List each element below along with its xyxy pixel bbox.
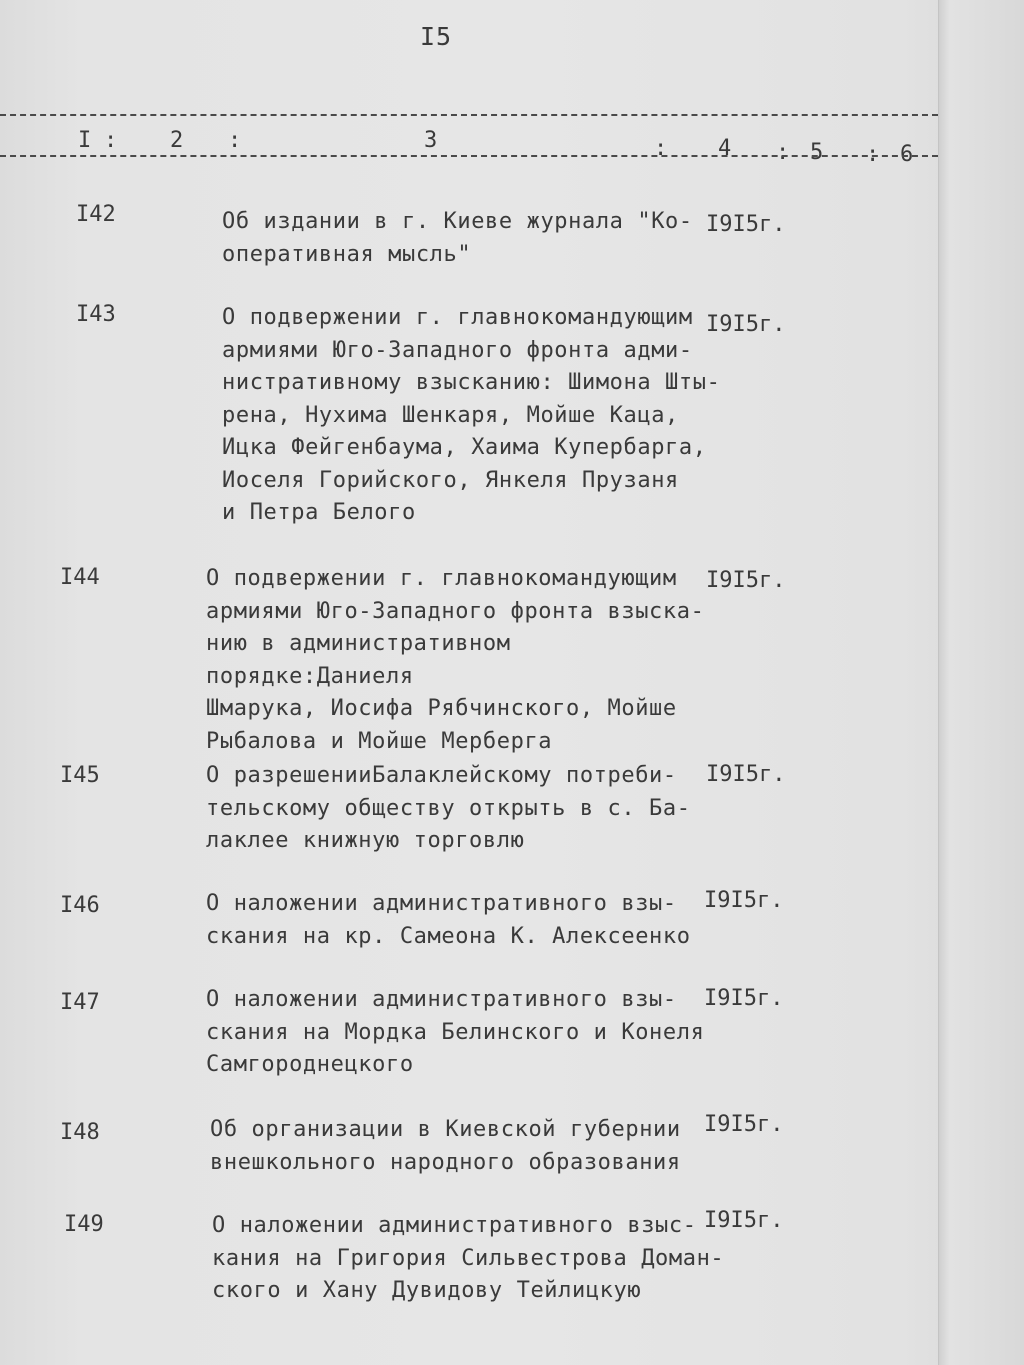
entry-description: О подвержении г. главнокомандующим армиями Юго-Западного фронта адми- нистративному взысканию: Шимона Шты- рена, Нухима Шенкаря, Мойше Каца, Ицка Фейгенбаума, Хаима Купербарга, Иоселя Горийского, Янкеля Прузаня и Петра Белого <box>222 305 721 525</box>
entry-year: I9I5г. <box>706 212 786 237</box>
top-dashed-rule <box>0 114 938 116</box>
page-number: I5 <box>420 22 453 51</box>
column-separator: : <box>654 136 668 161</box>
entry-number: I48 <box>60 1120 100 1145</box>
entry-year: I9I5г. <box>706 312 786 337</box>
entry-year: I9I5г. <box>704 1208 784 1233</box>
column-header-6: 6 <box>900 142 914 167</box>
column-header-4: 4 <box>718 136 732 161</box>
entry-number: I46 <box>60 893 100 918</box>
entry-year: I9I5г. <box>706 568 786 593</box>
entry-number: I42 <box>76 202 116 227</box>
header-dashed-rule <box>0 155 938 157</box>
entry-number: I45 <box>60 763 100 788</box>
entry-year: I9I5г. <box>704 1112 784 1137</box>
entry-year: I9I5г. <box>704 888 784 913</box>
entry-year: I9I5г. <box>704 986 784 1011</box>
entry-description: О наложении административного взыс- кания на Григория Сильвестрова Доман- ского и Хану Дувидову Тейлицкую <box>212 1213 725 1303</box>
column-header-2: 2 <box>170 128 184 153</box>
entry-number: I44 <box>60 565 100 590</box>
column-separator: : <box>228 128 242 153</box>
column-header-1: I <box>78 128 92 153</box>
column-header-3: 3 <box>424 128 438 153</box>
entry-number: I43 <box>76 302 116 327</box>
entry-description: Об издании в г. Киеве журнала "Ко- оперативная мысль" <box>222 209 693 267</box>
page-edge <box>938 0 1024 1365</box>
entry-description: О разрешенииБалаклейскому потреби- тельскому обществу открыть в с. Ба- лаклее книжную торговлю <box>206 763 691 853</box>
entry-description: О наложении административного взы- скания на кр. Самеона К. Алексеенко <box>206 891 691 949</box>
column-header-5: 5 <box>810 140 824 165</box>
column-separator: : <box>866 142 880 167</box>
entry-description: О подвержении г. главнокомандующим армиями Юго-Западного фронта взыска- нию в административном порядке:Даниеля Шмарука, Иосифа Рябчинского, Мойше Рыбалова и Мойше Мерберга <box>206 566 705 754</box>
entry-description: Об организации в Киевской губернии внешкольного народного образования <box>210 1117 681 1175</box>
entry-number: I47 <box>60 990 100 1015</box>
entry-description: О наложении административного взы- скания на Мордка Белинского и Конеля Самгороднецкого <box>206 987 705 1077</box>
entry-year: I9I5г. <box>706 762 786 787</box>
column-separator: : <box>776 140 790 165</box>
entry-number: I49 <box>64 1212 104 1237</box>
column-separator: : <box>104 128 118 153</box>
